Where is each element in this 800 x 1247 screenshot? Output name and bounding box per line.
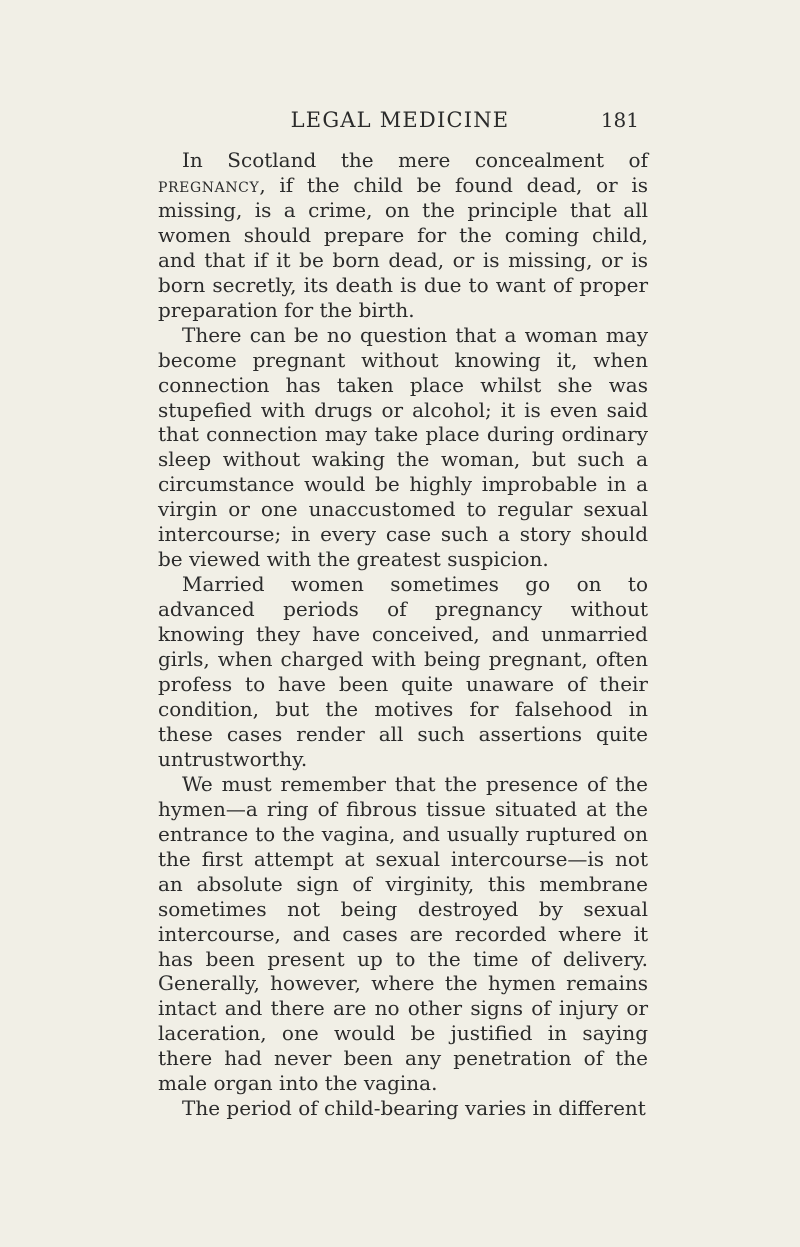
paragraph-child-bearing: The period of child-bearing varies in different [182,1096,646,1121]
running-title: LEGAL MEDICINE [290,108,510,132]
paragraph-hymen: We must remember that the presence of the hymen—a ring of fibrous tissue situated at the entrance to the vagina, and usually ruptured on the first attempt at sexual intercourse—is not an absolute sign of virginity, this membrane sometimes not being destroyed by sexual intercourse, and cases are recorded where it has been present up to the time of delivery. Generally, however, where the hymen remains intact and there are no other signs of injury or laceration, one would be justified in saying there had never been any penetration of the male organ into the vagina. [158,771,648,1096]
body-text [158,148,648,1121]
paragraph-advanced-periods: Married women sometimes go on to advanced periods of pregnancy without knowing they have conceived, and unmarried girls, when charged with being pregnant, often profess to have been quite unaware of their condition, but the motives for falsehood in these cases render all such assertions quite untrustworthy. [158,572,648,771]
paragraph-unknowing-pregnancy: There can be no question that a woman may become pregnant without knowing it, when connection has taken place whilst she was stupefied with drugs or alcohol; it is even said that connection may take place during ordinary sleep without waking the woman, but such a circumstance would be highly improbable in a virgin or one unaccustomed to regular sexual intercourse; in every case such a story should be viewed with the greatest suspicion. [158,322,648,572]
smallcaps-term: pregnancy [158,172,260,197]
paragraph-text: , if the child be found dead, or is missing, is a crime, on the principle that all women should prepare for the coming child, and that if it be born dead, or is missing, or is born secretly, its death is due to want of proper preparation for the birth. [158,172,648,322]
page-number: 181 [600,108,639,132]
paragraph-lead: In Scotland the mere concealment of [182,148,648,172]
paragraph-concealment [158,148,648,323]
page-header [0,108,800,138]
